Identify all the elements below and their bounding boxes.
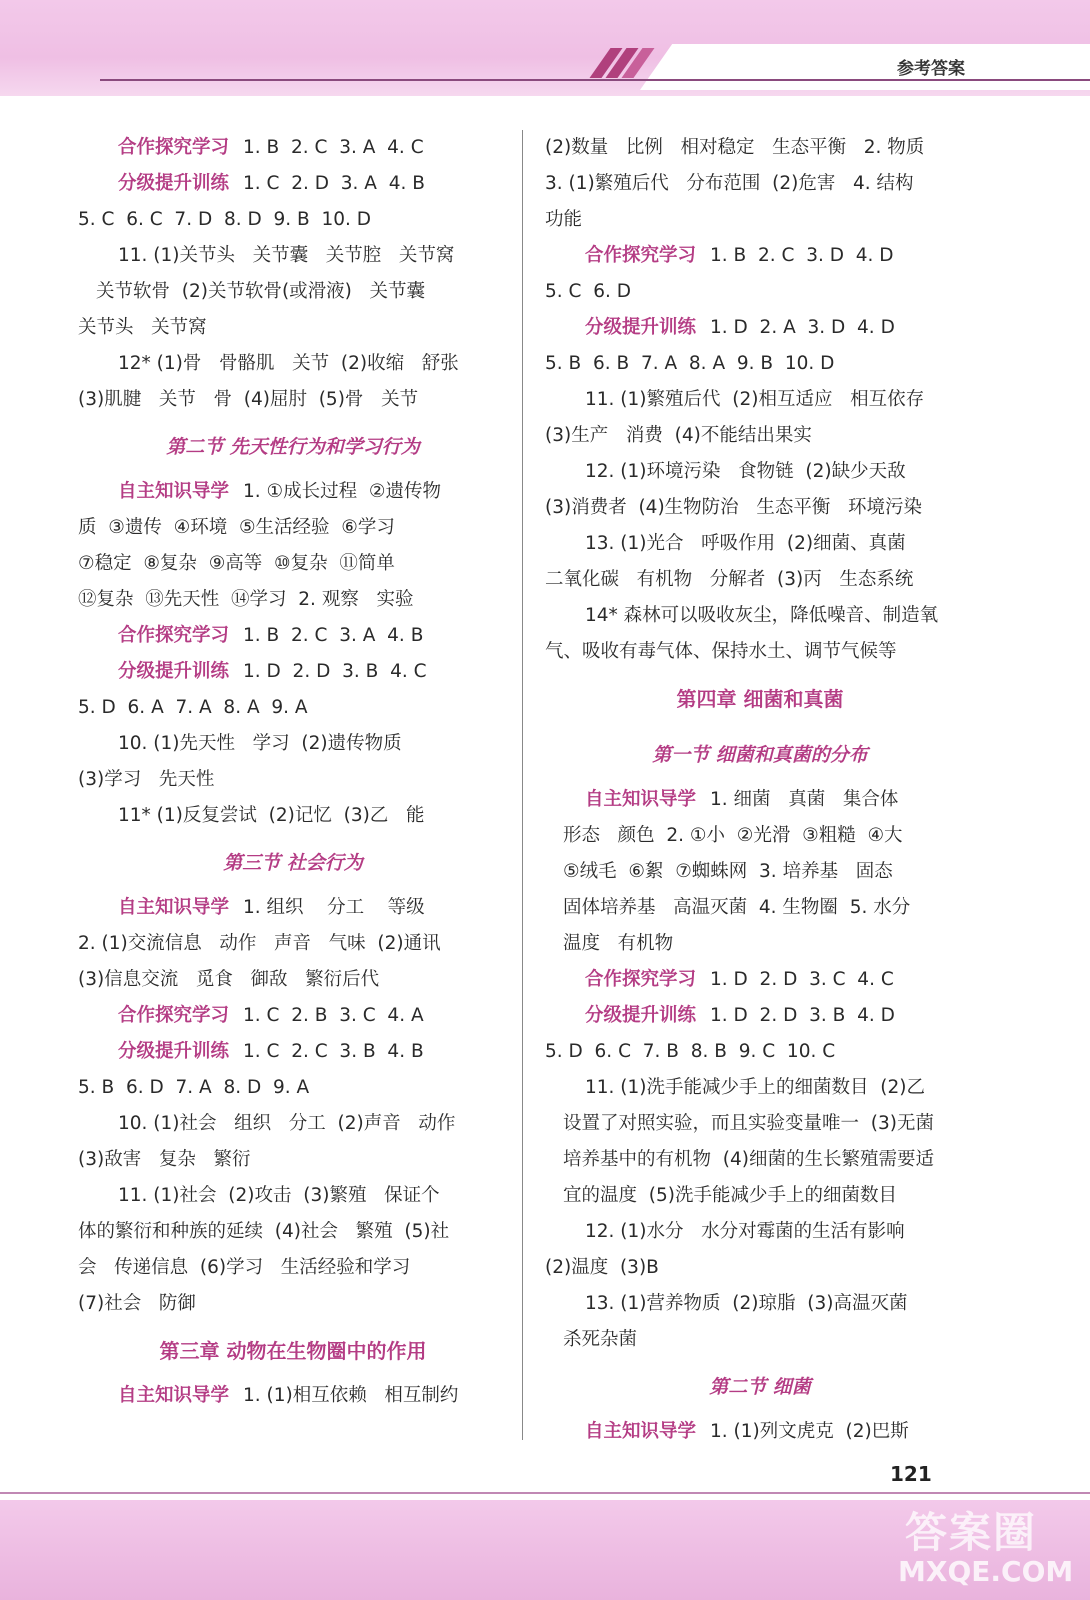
- answer-line: [545, 634, 975, 670]
- answer-line: [545, 454, 975, 490]
- answer-line: [545, 1322, 975, 1358]
- answer-line: [545, 166, 975, 202]
- chapter-heading: 第三章 动物在生物圈中的作用: [159, 1339, 427, 1363]
- answer-text: 11. (1)关节头 关节囊 关节腔 关节窝: [118, 245, 455, 266]
- answer-text: (3)生产 消费 (4)不能结出果实: [545, 425, 812, 446]
- answer-line: [78, 1286, 508, 1322]
- answer-line: [78, 1378, 508, 1414]
- answer-text: 1. 组织 分工 等级: [243, 897, 425, 918]
- answer-line: [545, 962, 975, 998]
- answer-text: (3)学习 先天性: [78, 769, 215, 790]
- answer-text: 5. D 6. C 7. B 8. B 9. C 10. C: [545, 1041, 836, 1062]
- answer-text: (3)消费者 (4)生物防治 生态平衡 环境污染: [545, 497, 922, 518]
- answer-line: [78, 1178, 508, 1214]
- answer-line: [78, 618, 508, 654]
- answer-text: (2)温度 (3)B: [545, 1257, 659, 1278]
- answer-text: 形态 颜色 2. ①小 ②光滑 ③粗糙 ④大: [563, 825, 903, 846]
- answer-text: 宜的温度 (5)洗手能减少手上的细菌数目: [563, 1185, 897, 1206]
- answer-text: 1. B 2. C 3. A 4. B: [243, 625, 424, 646]
- answer-line: [545, 782, 975, 818]
- answer-line: [545, 1214, 975, 1250]
- answer-line: [545, 818, 975, 854]
- answer-text: (7)社会 防御: [78, 1293, 196, 1314]
- answer-text: ⑤绒毛 ⑥絮 ⑦蜘蛛网 3. 培养基 固态: [563, 861, 893, 882]
- answer-line: [78, 1070, 508, 1106]
- header-rule: [100, 79, 1090, 81]
- answer-line: [545, 1286, 975, 1322]
- answer-text: 二氧化碳 有机物 分解者 (3)丙 生态系统: [545, 569, 914, 590]
- section-tag: 分级提升训练: [118, 1041, 230, 1062]
- answer-line: [545, 562, 975, 598]
- watermark-url: MXQE.COM: [898, 1555, 1074, 1588]
- answer-line: [78, 382, 508, 418]
- answer-text: 1. D 2. A 3. D 4. D: [710, 317, 895, 338]
- answer-text: 固体培养基 高温灭菌 4. 生物圈 5. 水分: [563, 897, 911, 918]
- answer-line: [545, 418, 975, 454]
- answer-text: 质 ③遗传 ④环境 ⑤生活经验 ⑥学习: [78, 517, 395, 538]
- answer-text: 温度 有机物: [563, 933, 674, 954]
- answer-line: [78, 654, 508, 690]
- answer-line: [78, 166, 508, 202]
- answer-text: 5. B 6. B 7. A 8. A 9. B 10. D: [545, 353, 835, 374]
- answer-line: [78, 510, 508, 546]
- answer-text: 12. (1)环境污染 食物链 (2)缺少天敌: [585, 461, 906, 482]
- answer-line: [545, 130, 975, 166]
- answer-line: [78, 726, 508, 762]
- answer-text: 5. C 6. C 7. D 8. D 9. B 10. D: [78, 209, 372, 230]
- answer-text: 关节软骨 (2)关节软骨(或滑液) 关节囊: [96, 281, 426, 302]
- answer-text: 1. (1)相互依赖 相互制约: [243, 1385, 459, 1406]
- answer-text: 1. B 2. C 3. A 4. C: [243, 137, 424, 158]
- header-bar: [0, 0, 1090, 96]
- answer-line: [545, 346, 975, 382]
- answer-text: (3)信息交流 觅食 御敌 繁衍后代: [78, 969, 380, 990]
- answer-text: 1. D 2. D 3. B 4. C: [243, 661, 427, 682]
- answer-text: 1. D 2. D 3. C 4. C: [710, 969, 894, 990]
- answer-line: [545, 202, 975, 238]
- answer-line: [545, 310, 975, 346]
- page-header-title: 参考答案: [897, 59, 965, 79]
- answer-text: 设置了对照实验，而且实验变量唯一 (3)无菌: [563, 1113, 934, 1134]
- answer-text: 13. (1)营养物质 (2)琼脂 (3)高温灭菌: [585, 1293, 908, 1314]
- watermark-text: 答案圈: [905, 1508, 1038, 1557]
- answer-text: 1. (1)列文虎克 (2)巴斯: [710, 1421, 909, 1442]
- answer-text: 5. C 6. D: [545, 281, 631, 302]
- answer-line: [545, 1250, 975, 1286]
- answer-line: [545, 1142, 975, 1178]
- section-tag: 合作探究学习: [118, 1005, 230, 1026]
- answer-text: 12. (1)水分 水分对霉菌的生活有影响: [585, 1221, 905, 1242]
- answer-line: [78, 130, 508, 166]
- section-tag: 分级提升训练: [585, 317, 697, 338]
- answer-line: [78, 546, 508, 582]
- answer-line: [545, 382, 975, 418]
- answer-text: 13. (1)光合 呼吸作用 (2)细菌、真菌: [585, 533, 906, 554]
- answer-line: [78, 238, 508, 274]
- answer-text: 杀死杂菌: [563, 1329, 638, 1350]
- section-tag: 分级提升训练: [118, 661, 230, 682]
- answer-line: [545, 490, 975, 526]
- answer-line: [545, 1070, 975, 1106]
- section-tag: 分级提升训练: [118, 173, 230, 194]
- answer-text: 5. B 6. D 7. A 8. D 9. A: [78, 1077, 310, 1098]
- answer-text: 11* (1)反复尝试 (2)记忆 (3)乙 能: [118, 805, 425, 826]
- section-heading: 第二节 先天性行为和学习行为: [166, 436, 420, 458]
- header-white-band: [640, 44, 1090, 90]
- answer-line: [545, 854, 975, 890]
- answer-line: [545, 1178, 975, 1214]
- section-tag: 自主知识导学: [118, 1385, 230, 1406]
- answer-text: (3)敌害 复杂 繁衍: [78, 1149, 251, 1170]
- answer-line: [78, 1106, 508, 1142]
- right-column: [545, 130, 975, 1450]
- answer-text: 气、吸收有毒气体、保持水土、调节气候等: [545, 641, 897, 662]
- section-tag: 自主知识导学: [585, 789, 697, 810]
- answer-text: 1. C 2. B 3. C 4. A: [243, 1005, 424, 1026]
- answer-text: 11. (1)繁殖后代 (2)相互适应 相互依存: [585, 389, 925, 410]
- answer-text: ⑦稳定 ⑧复杂 ⑨高等 ⑩复杂 ⑪简单: [78, 553, 395, 574]
- answer-text: 1. D 2. D 3. B 4. D: [710, 1005, 895, 1026]
- answer-text: 3. (1)繁殖后代 分布范围 (2)危害 4. 结构: [545, 173, 914, 194]
- answer-line: [78, 798, 508, 834]
- section-tag: 合作探究学习: [118, 137, 230, 158]
- answer-line: [78, 274, 508, 310]
- answer-line: [545, 238, 975, 274]
- answer-text: ⑫复杂 ⑬先天性 ⑭学习 2. 观察 实验: [78, 589, 414, 610]
- answer-text: 功能: [545, 209, 583, 230]
- answer-text: 10. (1)先天性 学习 (2)遗传物质: [118, 733, 402, 754]
- column-divider: [522, 130, 523, 1440]
- answer-text: 1. C 2. C 3. B 4. B: [243, 1041, 424, 1062]
- answer-line: [78, 1034, 508, 1070]
- answer-text: 关节头 关节窝: [78, 317, 207, 338]
- answer-text: 11. (1)洗手能减少手上的细菌数目 (2)乙: [585, 1077, 925, 1098]
- answer-line: [78, 962, 508, 998]
- answer-line: [545, 998, 975, 1034]
- answer-line: [78, 690, 508, 726]
- answer-line: [545, 1034, 975, 1070]
- answer-line: [78, 1142, 508, 1178]
- answer-line: [78, 474, 508, 510]
- section-tag: 合作探究学习: [118, 625, 230, 646]
- section-heading: 第二节 细菌: [709, 1376, 811, 1398]
- answer-line: [78, 890, 508, 926]
- answer-line: [545, 598, 975, 634]
- answer-text: 5. D 6. A 7. A 8. A 9. A: [78, 697, 308, 718]
- answer-line: [78, 998, 508, 1034]
- answer-line: [78, 310, 508, 346]
- answer-line: [545, 926, 975, 962]
- page-number: 121: [890, 1462, 932, 1486]
- answer-line: [545, 1106, 975, 1142]
- section-tag: 自主知识导学: [118, 897, 230, 918]
- section-tag: 分级提升训练: [585, 1005, 697, 1026]
- answer-line: [78, 762, 508, 798]
- answer-line: [545, 1414, 975, 1450]
- section-tag: 自主知识导学: [118, 481, 230, 502]
- left-column: [78, 130, 508, 1414]
- answer-line: [78, 582, 508, 618]
- answer-text: 体的繁衍和种族的延续 (4)社会 繁殖 (5)社: [78, 1221, 450, 1242]
- answer-line: [78, 1250, 508, 1286]
- section-heading: 第三节 社会行为: [223, 852, 363, 874]
- answer-text: 11. (1)社会 (2)攻击 (3)繁殖 保证个: [118, 1185, 440, 1206]
- answer-line: [545, 274, 975, 310]
- answer-text: 10. (1)社会 组织 分工 (2)声音 动作: [118, 1113, 456, 1134]
- footer-rule: [0, 1492, 1090, 1494]
- section-tag: 合作探究学习: [585, 969, 697, 990]
- answer-text: (3)肌腱 关节 骨 (4)屈肘 (5)骨 关节: [78, 389, 419, 410]
- answer-text: 1. C 2. D 3. A 4. B: [243, 173, 425, 194]
- answer-line: [78, 926, 508, 962]
- section-tag: 自主知识导学: [585, 1421, 697, 1442]
- answer-text: 培养基中的有机物 (4)细菌的生长繁殖需要适: [563, 1149, 934, 1170]
- answer-text: 12* (1)骨 骨骼肌 关节 (2)收缩 舒张: [118, 353, 459, 374]
- section-heading: 第一节 细菌和真菌的分布: [652, 744, 868, 766]
- answer-text: (2)数量 比例 相对稳定 生态平衡 2. 物质: [545, 137, 925, 158]
- answer-line: [78, 346, 508, 382]
- answer-text: 1. B 2. C 3. D 4. D: [710, 245, 894, 266]
- answer-text: 14* 森林可以吸收灰尘，降低噪音、制造氧: [585, 605, 939, 626]
- answer-text: 会 传递信息 (6)学习 生活经验和学习: [78, 1257, 411, 1278]
- answer-line: [545, 890, 975, 926]
- answer-text: 2. (1)交流信息 动作 声音 气味 (2)通讯: [78, 933, 441, 954]
- answer-text: 1. 细菌 真菌 集合体: [710, 789, 899, 810]
- answer-text: 1. ①成长过程 ②遗传物: [243, 481, 441, 502]
- chapter-heading: 第四章 细菌和真菌: [676, 687, 844, 711]
- answer-line: [78, 202, 508, 238]
- answer-line: [545, 526, 975, 562]
- section-tag: 合作探究学习: [585, 245, 697, 266]
- answer-line: [78, 1214, 508, 1250]
